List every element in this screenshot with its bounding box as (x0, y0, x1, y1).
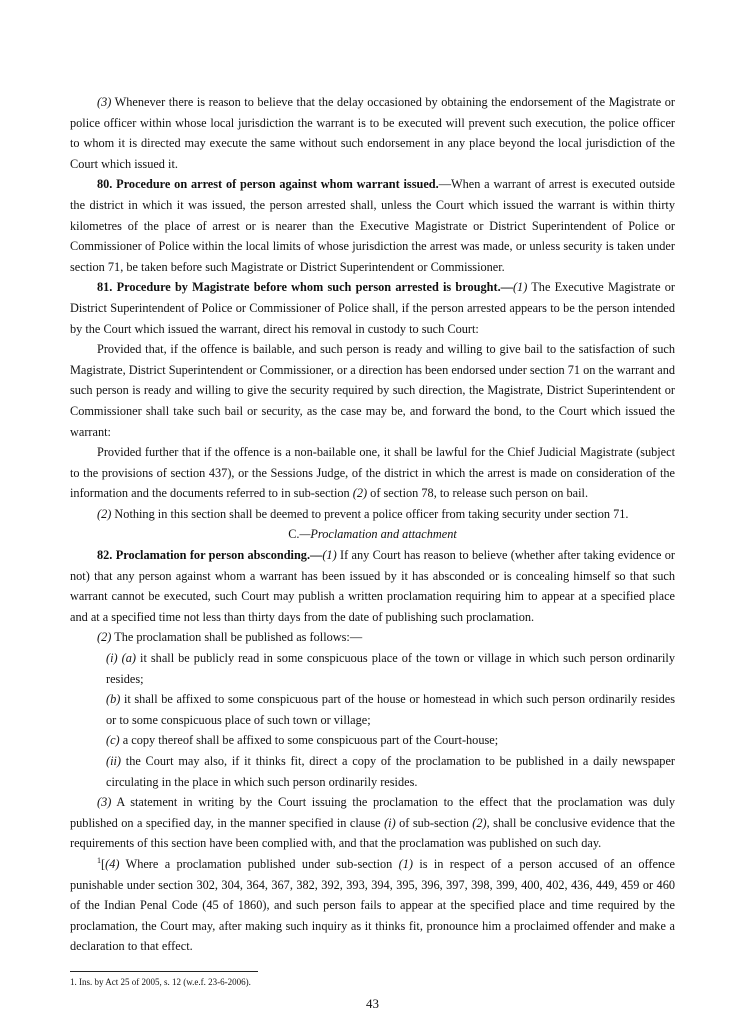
paragraph-text: A statement in writing by the Court issuing the proclamation to the effect that the proclamation was duly published on a specified day, in the manner specified in clause (70, 795, 675, 830)
subsection-number: (4) (105, 856, 120, 871)
clause-b (70, 689, 675, 730)
paragraph-text: —When a warrant of arrest is executed outside the district in which it was issued, the person arrested shall, unless the Court which issued the warrant is within thirty kilometres of the place of arrest or is nearer than the Executive Magistrate or District Superintendent of Police or Commissioner of Police within the local limits of whose jurisdiction the arrest was made, or unless security is taken under section 71, be taken before such Magistrate or District Superintendent or Commissioner. (70, 177, 676, 274)
paragraph-text: The Executive Magistrate or District Superintendent of Police or Commissioner of Police shall, if the person arrested appears to be the person intended by the Court which issued the warrant, direct his removal in custody to such Court: (70, 280, 676, 336)
section-heading: 82. Proclamation for person absconding. (97, 548, 311, 563)
subsection-number: (1) (512, 280, 528, 295)
clause-reference: (i) (384, 815, 396, 830)
paragraph-text: it shall be publicly read in some conspicuous place of the town or village in which such person ordinarily resides; (106, 651, 675, 686)
section-82 (70, 545, 675, 627)
footnote: 1. Ins. by Act 25 of 2005, s. 12 (w.e.f. 23-6-2006). (70, 976, 251, 987)
paragraph-text: Nothing in this section shall be deemed to prevent a police officer from taking security under section 71. (111, 506, 629, 521)
subclause-letter: (a) (121, 651, 136, 666)
paragraph-text: Where a proclamation published under sub-section (119, 856, 399, 871)
section-82-subsection-3 (70, 792, 675, 854)
paragraph-text: Whenever there is reason to believe that the delay occasioned by obtaining the endorsement of the Magistrate or police officer within whose local jurisdiction the warrant is to be executed will prevent such execution, the police officer to whom it is directed may execute the same without such endorsement in any place beyond the local jurisdiction of the Court which issued it. (70, 95, 675, 171)
footnote-marker: 1 (97, 855, 101, 865)
subsection-number: (2) (97, 630, 112, 645)
section-heading: 80. Procedure on arrest of person against whom warrant issued. (97, 177, 439, 192)
section-79-subsection-3 (70, 92, 675, 174)
subsection-reference: (2) (472, 815, 487, 830)
part-heading (70, 524, 675, 545)
subsection-number: (2) (97, 506, 112, 521)
paragraph-text: a copy thereof shall be affixed to some conspicuous part of the Court-house; (119, 733, 499, 748)
paragraph-text: it shall be affixed to some conspicuous part of the house or homestead in which such person ordinarily resides or to some conspicuous place of such town or village; (106, 692, 675, 727)
subclause-letter: (c) (106, 733, 120, 748)
clause-number: (i) (106, 651, 118, 666)
subsection-reference: (2) (352, 486, 368, 501)
section-81 (70, 277, 675, 339)
section-80 (70, 174, 675, 277)
heading-dash: — (310, 548, 323, 563)
footnote-divider (70, 971, 258, 972)
heading-dash: — (500, 280, 513, 295)
section-81-proviso-2 (70, 442, 675, 504)
paragraph-text: of section 78, to release such person on bail. (367, 486, 589, 501)
part-prefix: C. (288, 527, 300, 542)
clause-number: (ii) (106, 754, 122, 768)
paragraph-text: of sub-section (395, 815, 473, 830)
clause-c (70, 730, 675, 751)
document-page (70, 92, 675, 1015)
paragraph-text: The proclamation shall be published as follows:— (111, 630, 363, 645)
section-82-subsection-4 (70, 854, 675, 957)
paragraph-text: Provided further that if the offence is a non-bailable one, it shall be lawful for the Chief Judicial Magistrate (subject to the provisions of section 437), or the Sessions Judge, of the district in which the arrest is made on consideration of the information and the documents referred to in sub-section (70, 445, 675, 501)
section-82-subsection-2 (70, 627, 675, 648)
subsection-number: (1) (322, 548, 337, 563)
clause-i-a (70, 648, 675, 689)
paragraph-text: If any Court has reason to believe (whether after taking evidence or not) that any person against whom a warrant has been issued by it has absconded or is concealing himself so that such warrant cannot be executed, such Court may publish a written proclamation requiring him to appear at a specified place and at a specified time not less than thirty days from the date of publishing such proclamation. (70, 548, 675, 624)
subsection-number: (3) (97, 95, 112, 109)
paragraph-text: , shall be conclusive evidence that the requirements of this section have been complied with, and that the proclamation was published on such day. (70, 815, 675, 851)
part-title: —Proclamation and attachment (299, 527, 457, 542)
subsection-number: (3) (97, 795, 112, 810)
section-81-subsection-2 (70, 504, 675, 525)
paragraph-text: the Court may also, if it thinks fit, direct a copy of the proclamation to be published in a daily newspaper circulating in the place in which such person ordinarily resides. (106, 754, 675, 789)
section-heading: 81. Procedure by Magistrate before whom such person arrested is brought. (97, 280, 501, 295)
subsection-reference: (1) (398, 856, 413, 871)
subclause-letter: (b) (106, 692, 121, 707)
paragraph-text: is in respect of a person accused of an offence punishable under section 302, 304, 364, 367, 382, 392, 393, 394, 395, 396, 397, 398, 399, 400, 402, 436, 449, 459 or 460 of the Indian Penal Code (45 of 1860), and such person fails to appear at the specified place and time required by the proclamation, the Court may, after making such inquiry as it thinks fit, pronounce him a proclaimed offender and make a declaration to that effect. (70, 856, 675, 954)
clause-ii (70, 751, 675, 792)
bracket-open: [ (101, 856, 106, 871)
section-81-proviso-1: Provided that, if the offence is bailable, and such person is ready and willing to give bail to the satisfaction of such Magistrate, District Superintendent or Commissioner, or a direction has been endorsed under section 71 on the warrant and such person is ready and willing to give the security required by such direction, the Magistrate, District Superintendent or Commissioner shall take such bail or security, as the case may be, and forward the bond, to the Court which issued the warrant: (70, 342, 675, 439)
page-number: 43 (366, 995, 379, 1011)
